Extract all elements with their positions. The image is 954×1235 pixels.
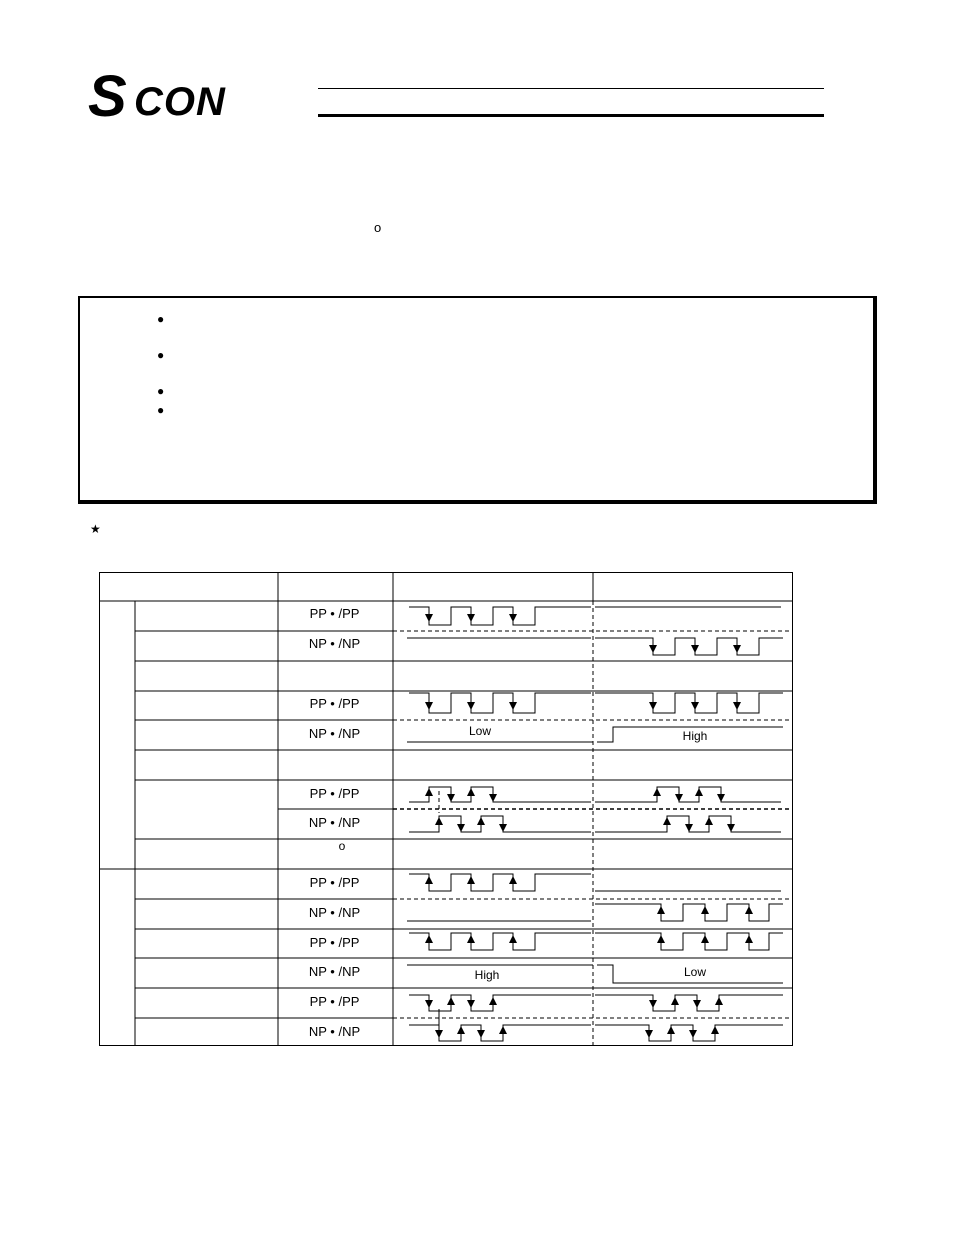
falling-edge-arrow-icon — [717, 794, 725, 802]
logo-letter-s: S — [88, 64, 125, 129]
rising-edge-arrow-icon — [701, 906, 709, 914]
falling-edge-arrow-icon — [435, 1030, 443, 1038]
rising-edge-arrow-icon — [663, 817, 671, 825]
rising-edge-arrow-icon — [509, 876, 517, 884]
rising-edge-arrow-icon — [657, 906, 665, 914]
signal-label: PP • /PP — [309, 994, 360, 1009]
rising-edge-arrow-icon — [467, 788, 475, 796]
falling-edge-arrow-icon — [477, 1030, 485, 1038]
falling-edge-arrow-icon — [691, 702, 699, 710]
rising-edge-arrow-icon — [489, 997, 497, 1005]
rising-edge-arrow-icon — [435, 817, 443, 825]
signal-label: PP • /PP — [309, 786, 360, 801]
bullet-icon: ● — [157, 403, 165, 417]
rising-edge-arrow-icon — [425, 876, 433, 884]
pulse-train-waveform — [409, 933, 591, 950]
rising-edge-arrow-icon — [477, 817, 485, 825]
falling-edge-arrow-icon — [509, 702, 517, 710]
rising-edge-arrow-icon — [657, 935, 665, 943]
degree-mark: o — [338, 839, 346, 853]
star-icon: ★ — [90, 522, 101, 536]
degree-mark: o — [374, 220, 382, 235]
falling-edge-arrow-icon — [733, 645, 741, 653]
pulse-train-waveform — [409, 607, 591, 625]
phase-a-waveform — [595, 995, 783, 1011]
caution-box — [78, 296, 875, 502]
signal-label: NP • /NP — [308, 726, 361, 741]
falling-edge-arrow-icon — [727, 824, 735, 832]
pulse-train-waveform — [409, 693, 591, 713]
rising-edge-arrow-icon — [653, 788, 661, 796]
signal-label: PP • /PP — [309, 606, 360, 621]
rising-edge-arrow-icon — [705, 817, 713, 825]
signal-label: NP • /NP — [308, 636, 361, 651]
falling-edge-arrow-icon — [467, 614, 475, 622]
signal-label: PP • /PP — [309, 935, 360, 950]
level-label-reverse: Low — [683, 965, 706, 979]
phase-a-waveform — [595, 787, 781, 802]
rising-edge-arrow-icon — [695, 788, 703, 796]
pulse-train-waveform — [595, 638, 783, 655]
level-label-reverse: High — [682, 729, 708, 743]
falling-edge-arrow-icon — [467, 702, 475, 710]
logo-letters-con: CON — [134, 80, 226, 124]
falling-edge-arrow-icon — [733, 702, 741, 710]
rising-edge-arrow-icon — [701, 935, 709, 943]
rising-edge-arrow-icon — [509, 935, 517, 943]
falling-edge-arrow-icon — [425, 1000, 433, 1008]
bullet-icon: ● — [157, 348, 165, 362]
rising-edge-arrow-icon — [467, 876, 475, 884]
bullet-icon: ● — [157, 312, 165, 326]
falling-edge-arrow-icon — [457, 824, 465, 832]
falling-edge-arrow-icon — [489, 794, 497, 802]
level-label-forward: Low — [468, 724, 491, 738]
signal-label: NP • /NP — [308, 815, 361, 830]
falling-edge-arrow-icon — [645, 1030, 653, 1038]
falling-edge-arrow-icon — [675, 794, 683, 802]
phase-a-waveform — [409, 787, 591, 802]
signal-label: PP • /PP — [309, 696, 360, 711]
signal-label: NP • /NP — [308, 1024, 361, 1039]
rising-edge-arrow-icon — [671, 997, 679, 1005]
falling-edge-arrow-icon — [447, 794, 455, 802]
rising-edge-arrow-icon — [667, 1026, 675, 1034]
falling-edge-arrow-icon — [425, 702, 433, 710]
falling-edge-arrow-icon — [467, 1000, 475, 1008]
rising-edge-arrow-icon — [745, 906, 753, 914]
signal-label: NP • /NP — [308, 964, 361, 979]
rising-edge-arrow-icon — [711, 1026, 719, 1034]
rising-edge-arrow-icon — [499, 1026, 507, 1034]
signal-label: NP • /NP — [308, 905, 361, 920]
pulse-train-waveform — [409, 874, 591, 891]
rising-edge-arrow-icon — [745, 935, 753, 943]
pulse-train-waveform — [595, 904, 783, 921]
signal-label: PP • /PP — [309, 875, 360, 890]
falling-edge-arrow-icon — [509, 614, 517, 622]
falling-edge-arrow-icon — [425, 614, 433, 622]
rising-edge-arrow-icon — [457, 1026, 465, 1034]
bullet-icon: ● — [157, 384, 165, 398]
rising-edge-arrow-icon — [467, 935, 475, 943]
falling-edge-arrow-icon — [685, 824, 693, 832]
falling-edge-arrow-icon — [691, 645, 699, 653]
pulse-train-waveform — [595, 933, 783, 950]
falling-edge-arrow-icon — [649, 1000, 657, 1008]
falling-edge-arrow-icon — [499, 824, 507, 832]
rising-edge-arrow-icon — [447, 997, 455, 1005]
pulse-train-waveform — [595, 693, 783, 713]
falling-edge-arrow-icon — [649, 645, 657, 653]
rising-edge-arrow-icon — [425, 788, 433, 796]
falling-edge-arrow-icon — [693, 1000, 701, 1008]
header-rule-thick — [318, 114, 824, 117]
falling-edge-arrow-icon — [689, 1030, 697, 1038]
rising-edge-arrow-icon — [425, 935, 433, 943]
rising-edge-arrow-icon — [715, 997, 723, 1005]
phase-a-waveform — [409, 995, 591, 1011]
falling-edge-arrow-icon — [649, 702, 657, 710]
header-rule-thin — [318, 88, 824, 89]
phase-b-waveform — [595, 1025, 783, 1041]
level-label-forward: High — [474, 968, 500, 982]
